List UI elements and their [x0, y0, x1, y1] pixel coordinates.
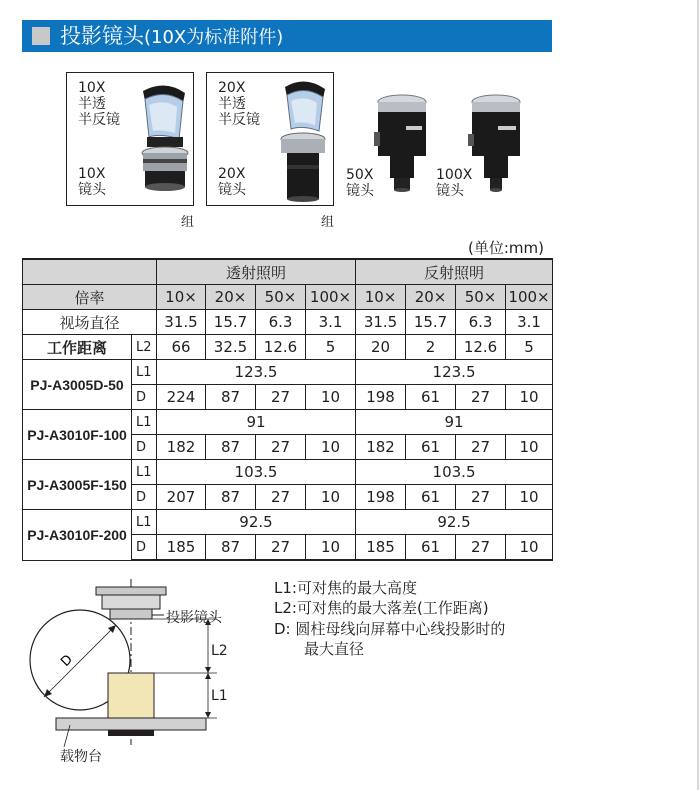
lens-20x-line2: 半透 [218, 96, 246, 112]
table-cell: 3.1 [506, 310, 553, 335]
table-cell: 27 [456, 385, 506, 410]
table-cell: 92.5 [356, 510, 553, 535]
table-cell: 103.5 [356, 460, 553, 485]
lens-10x-bottom: 10X [78, 166, 106, 182]
table-code-d: D [132, 485, 157, 510]
lens-100x-image [468, 92, 524, 194]
table-cell: 185 [356, 535, 406, 561]
table-cell: 12.6 [256, 335, 306, 360]
lens-10x-box [66, 72, 195, 230]
table-cell: 61 [406, 535, 456, 561]
lens-10x-line3: 半反镜 [78, 112, 120, 128]
header-square-icon [32, 27, 50, 45]
mag-header: 20× [206, 285, 256, 310]
table-cell: 87 [206, 385, 256, 410]
table-code-l1: L1 [132, 460, 157, 485]
table-cell: 15.7 [206, 310, 256, 335]
table-row [23, 410, 553, 435]
table-cell: 10 [306, 435, 356, 460]
field-diameter-label: 视场直径 [23, 310, 157, 335]
table-cell: 87 [206, 435, 256, 460]
spec-table [22, 258, 553, 561]
table-row [23, 460, 553, 485]
table-cell: 31.5 [356, 310, 406, 335]
lens-10x-bottom2: 镜头 [78, 182, 106, 198]
table-row [23, 285, 553, 310]
table-cell: 224 [157, 385, 206, 410]
table-cell: 27 [256, 435, 306, 460]
table-row [23, 360, 553, 385]
model-name: PJ-A3005D-50 [23, 360, 132, 410]
lens-100x-label2: 镜头 [436, 183, 464, 199]
lens-10x-group-label: 组 [181, 215, 195, 230]
table-code-d: D [132, 435, 157, 460]
header-magnification: 倍率 [23, 285, 157, 310]
table-cell: 3.1 [306, 310, 356, 335]
note-l2: L2:可对焦的最大落差(工作距离) [274, 599, 489, 617]
model-name: PJ-A3010F-100 [23, 410, 132, 460]
table-cell: 198 [356, 485, 406, 510]
section-header [22, 20, 552, 52]
table-cell: 10 [506, 535, 553, 561]
table-row [23, 259, 553, 285]
lens-20x-line3: 半反镜 [218, 112, 260, 128]
table-cell: 61 [406, 435, 456, 460]
model-name: PJ-A3005F-150 [23, 460, 132, 510]
lens-20x-bottom: 20X [218, 166, 246, 182]
table-cell: 185 [157, 535, 206, 561]
table-cell: 10 [306, 385, 356, 410]
table-cell: 31.5 [157, 310, 206, 335]
table-cell: 10 [306, 485, 356, 510]
table-cell: 27 [256, 535, 306, 561]
table-cell: 12.6 [456, 335, 506, 360]
table-cell: 92.5 [157, 510, 356, 535]
table-cell: 10 [506, 385, 553, 410]
table-row [23, 310, 553, 335]
table-cell: 198 [356, 385, 406, 410]
model-name: PJ-A3010F-200 [23, 510, 132, 561]
table-code-l1: L1 [132, 360, 157, 385]
lens-20x-bottom2: 镜头 [218, 182, 246, 198]
table-cell: 27 [456, 485, 506, 510]
table-cell: 66 [157, 335, 206, 360]
lens-20x-title: 20X [218, 80, 246, 96]
table-cell: 27 [256, 485, 306, 510]
lens-50x-label: 50X [346, 167, 374, 183]
table-cell: 27 [256, 385, 306, 410]
unit-label: (单位:mm) [468, 239, 544, 257]
mag-header: 50× [456, 285, 506, 310]
table-cell: 20 [356, 335, 406, 360]
lens-10x-image [135, 77, 193, 203]
table-cell: 123.5 [356, 360, 553, 385]
working-distance-label: 工作距离 [23, 335, 132, 360]
table-code-d: D [132, 535, 157, 561]
table-code-l2: L2 [132, 335, 157, 360]
lens-10x-title: 10X [78, 80, 106, 96]
note-d2: 最大直径 [304, 640, 365, 658]
page-right-border [697, 0, 699, 790]
lens-20x-box [206, 72, 335, 230]
lens-20x-image [273, 75, 333, 203]
mag-header: 20× [406, 285, 456, 310]
header-reflect: 反射照明 [356, 259, 553, 285]
table-cell: 123.5 [157, 360, 356, 385]
table-cell: 5 [506, 335, 553, 360]
projection-lens-label: 投影镜头 [166, 610, 222, 626]
stage-label: 载物台 [60, 749, 102, 765]
title-sub: (10X为标准附件) [144, 27, 284, 48]
lens-20x-group-label: 组 [321, 215, 335, 230]
table-cell: 27 [456, 535, 506, 561]
mag-header: 100× [506, 285, 553, 310]
table-row [23, 335, 553, 360]
table-row [23, 510, 553, 535]
table-cell: 10 [306, 535, 356, 561]
table-cell: 103.5 [157, 460, 356, 485]
table-cell-empty [23, 259, 157, 285]
table-cell: 5 [306, 335, 356, 360]
lens-100x-label: 100X [436, 167, 473, 183]
table-cell: 6.3 [256, 310, 306, 335]
table-cell: 61 [406, 385, 456, 410]
table-cell: 15.7 [406, 310, 456, 335]
mag-header: 50× [256, 285, 306, 310]
table-cell: 27 [456, 435, 506, 460]
table-code-l1: L1 [132, 510, 157, 535]
section-title [60, 21, 283, 53]
table-cell: 61 [406, 485, 456, 510]
header-transmit: 透射照明 [157, 259, 356, 285]
table-cell: 10 [506, 485, 553, 510]
diagram-l2-label: L2 [211, 643, 228, 659]
lens-10x-line2: 半透 [78, 96, 106, 112]
table-code-l1: L1 [132, 410, 157, 435]
table-cell: 207 [157, 485, 206, 510]
table-cell: 2 [406, 335, 456, 360]
note-d1: D: 圆柱母线向屏幕中心线投影时的 [274, 620, 506, 638]
table-cell: 32.5 [206, 335, 256, 360]
lens-50x-image [374, 92, 430, 194]
table-code-d: D [132, 385, 157, 410]
mag-header: 10× [157, 285, 206, 310]
title-main: 投影镜头 [60, 24, 144, 48]
mag-header: 10× [356, 285, 406, 310]
diagram-d-label: D [58, 652, 76, 670]
table-cell: 10 [506, 435, 553, 460]
lens-50x-label2: 镜头 [346, 183, 374, 199]
table-cell: 6.3 [456, 310, 506, 335]
table-cell: 87 [206, 485, 256, 510]
table-cell: 91 [157, 410, 356, 435]
table-cell: 182 [157, 435, 206, 460]
table-cell: 91 [356, 410, 553, 435]
note-l1: L1:可对焦的最大高度 [274, 579, 417, 597]
measurement-diagram [22, 575, 242, 775]
table-cell: 87 [206, 535, 256, 561]
table-cell: 182 [356, 435, 406, 460]
diagram-l1-label: L1 [211, 688, 228, 704]
mag-header: 100× [306, 285, 356, 310]
